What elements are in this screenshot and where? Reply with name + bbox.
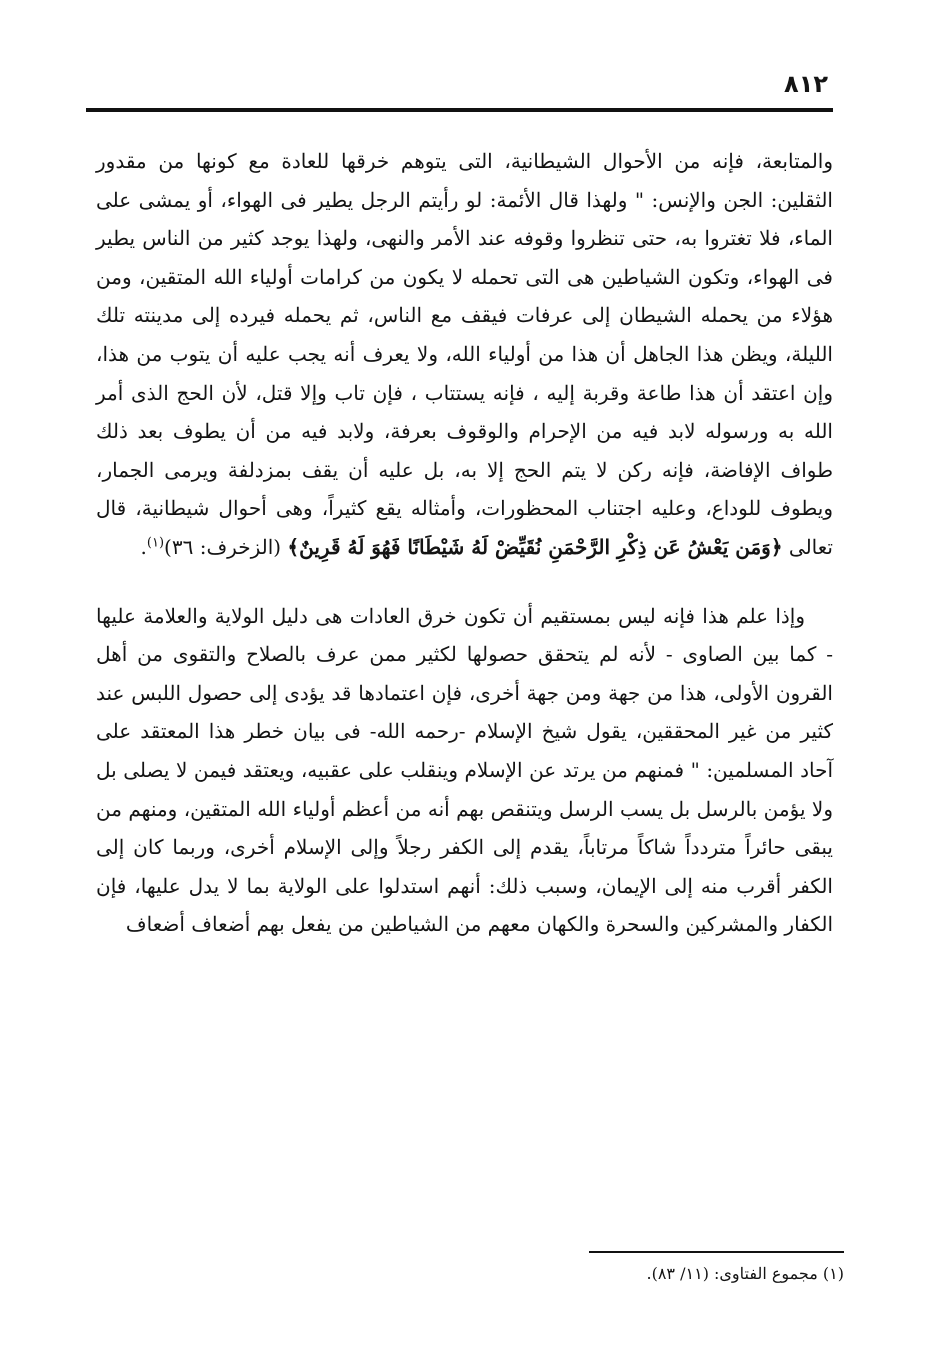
page-number: ٨١٢ [784, 70, 828, 98]
main-text [96, 142, 833, 944]
paragraph-1 [96, 142, 833, 567]
header-rule [86, 108, 833, 112]
paragraph-1-text: والمتابعة، فإنه من الأحوال الشيطانية، التى يتوهم خرقها للعادة مع كونها من مقدور الثقلين: الجن والإنس: " ولهذا قال الأئمة: لو رأيتم الرجل يطير فى الهواء، أو يمشى على الماء، فلا تغتروا به، حتى تنظروا وقوفه عند الأمر والنهى، ولهذا يوجد كثير من الناس يطير فى الهواء، وتكون الشياطين هى التى تحمله لا يكون من كرامات أولياء الله المتقين، ومن هؤلاء من يحمله الشيطان إلى عرفات فيقف مع الناس، ثم يحمله فيرده إلى مدينته تلك الليلة، ويظن هذا الجاهل أن هذا من أولياء الله، ولا يعرف أنه يجب عليه أن يتوب من هذا، وإن اعتقد أن هذا طاعة وقربة إليه ، فإنه يستتاب ، فإن تاب وإلا قتل، لأن الحج الذى أمر الله به ورسوله لابد فيه من الإحرام والوقوف بعرفة، ولابد فيه من أن يطوف بعد ذلك طواف الإفاضة، فإنه ركن لا يتم الحج إلا به، بل عليه أن يقف بمزدلفة ويرمى الجمار، ويطوف للوداع، وعليه اجتناب المحظورات، وأمثاله يقع كثيراً، وهى أحوال شيطانية، قال تعالى [96, 149, 833, 559]
verse-citation: (الزخرف: ٣٦) [164, 534, 282, 559]
footnote-marker: (١) [146, 535, 165, 551]
footnote-rule [589, 1251, 844, 1253]
paragraph-2: وإذا علم هذا فإنه ليس بمستقيم أن تكون خرق العادات هى دليل الولاية والعلامة عليها - كما بين الصاوى - لأنه لم يتحقق حصولها لكثير ممن عرف بالصلاح والتقوى من أهل القرون الأولى، هذا من جهة ومن جهة أخرى، فإن اعتمادها قد يؤدى إلى حصول اللبس عند كثير من غير المحققين، يقول شيخ الإسلام -رحمه الله- فى بيان خطر هذا المعتقد على آحاد المسلمين: " فمنهم من يرتد عن الإسلام وينقلب على عقبيه، ويعتقد فيمن لا يصلى بل ولا يؤمن بالرسل بل يسب الرسل ويتنقص بهم أنه من أعظم أولياء الله المتقين، ومنهم من يبقى حائراً متردداً شاكاً مرتاباً، يقدم إلى الكفر رجلاً وإلى الإسلام أخرى، وربما كان إلى الكفر أقرب منه إلى الإيمان، وسبب ذلك: أنهم استدلوا على الولاية بما لا يدل عليها، فإن الكفار والمشركين والسحرة والكهان معهم من الشياطين من يفعل بهم أضعاف أضعاف [96, 603, 834, 937]
quran-verse: ﴿وَمَن يَعْشُ عَن ذِكْرِ الرَّحْمَنِ نُقَيِّضْ لَهُ شَيْطَانًا فَهُوَ لَهُ قَرِينٌ﴾ [287, 534, 783, 559]
paragraph-1-end: . [140, 534, 147, 559]
footnote: (١) مجموع الفتاوى: (١١/ ٨٣). [646, 1264, 844, 1283]
